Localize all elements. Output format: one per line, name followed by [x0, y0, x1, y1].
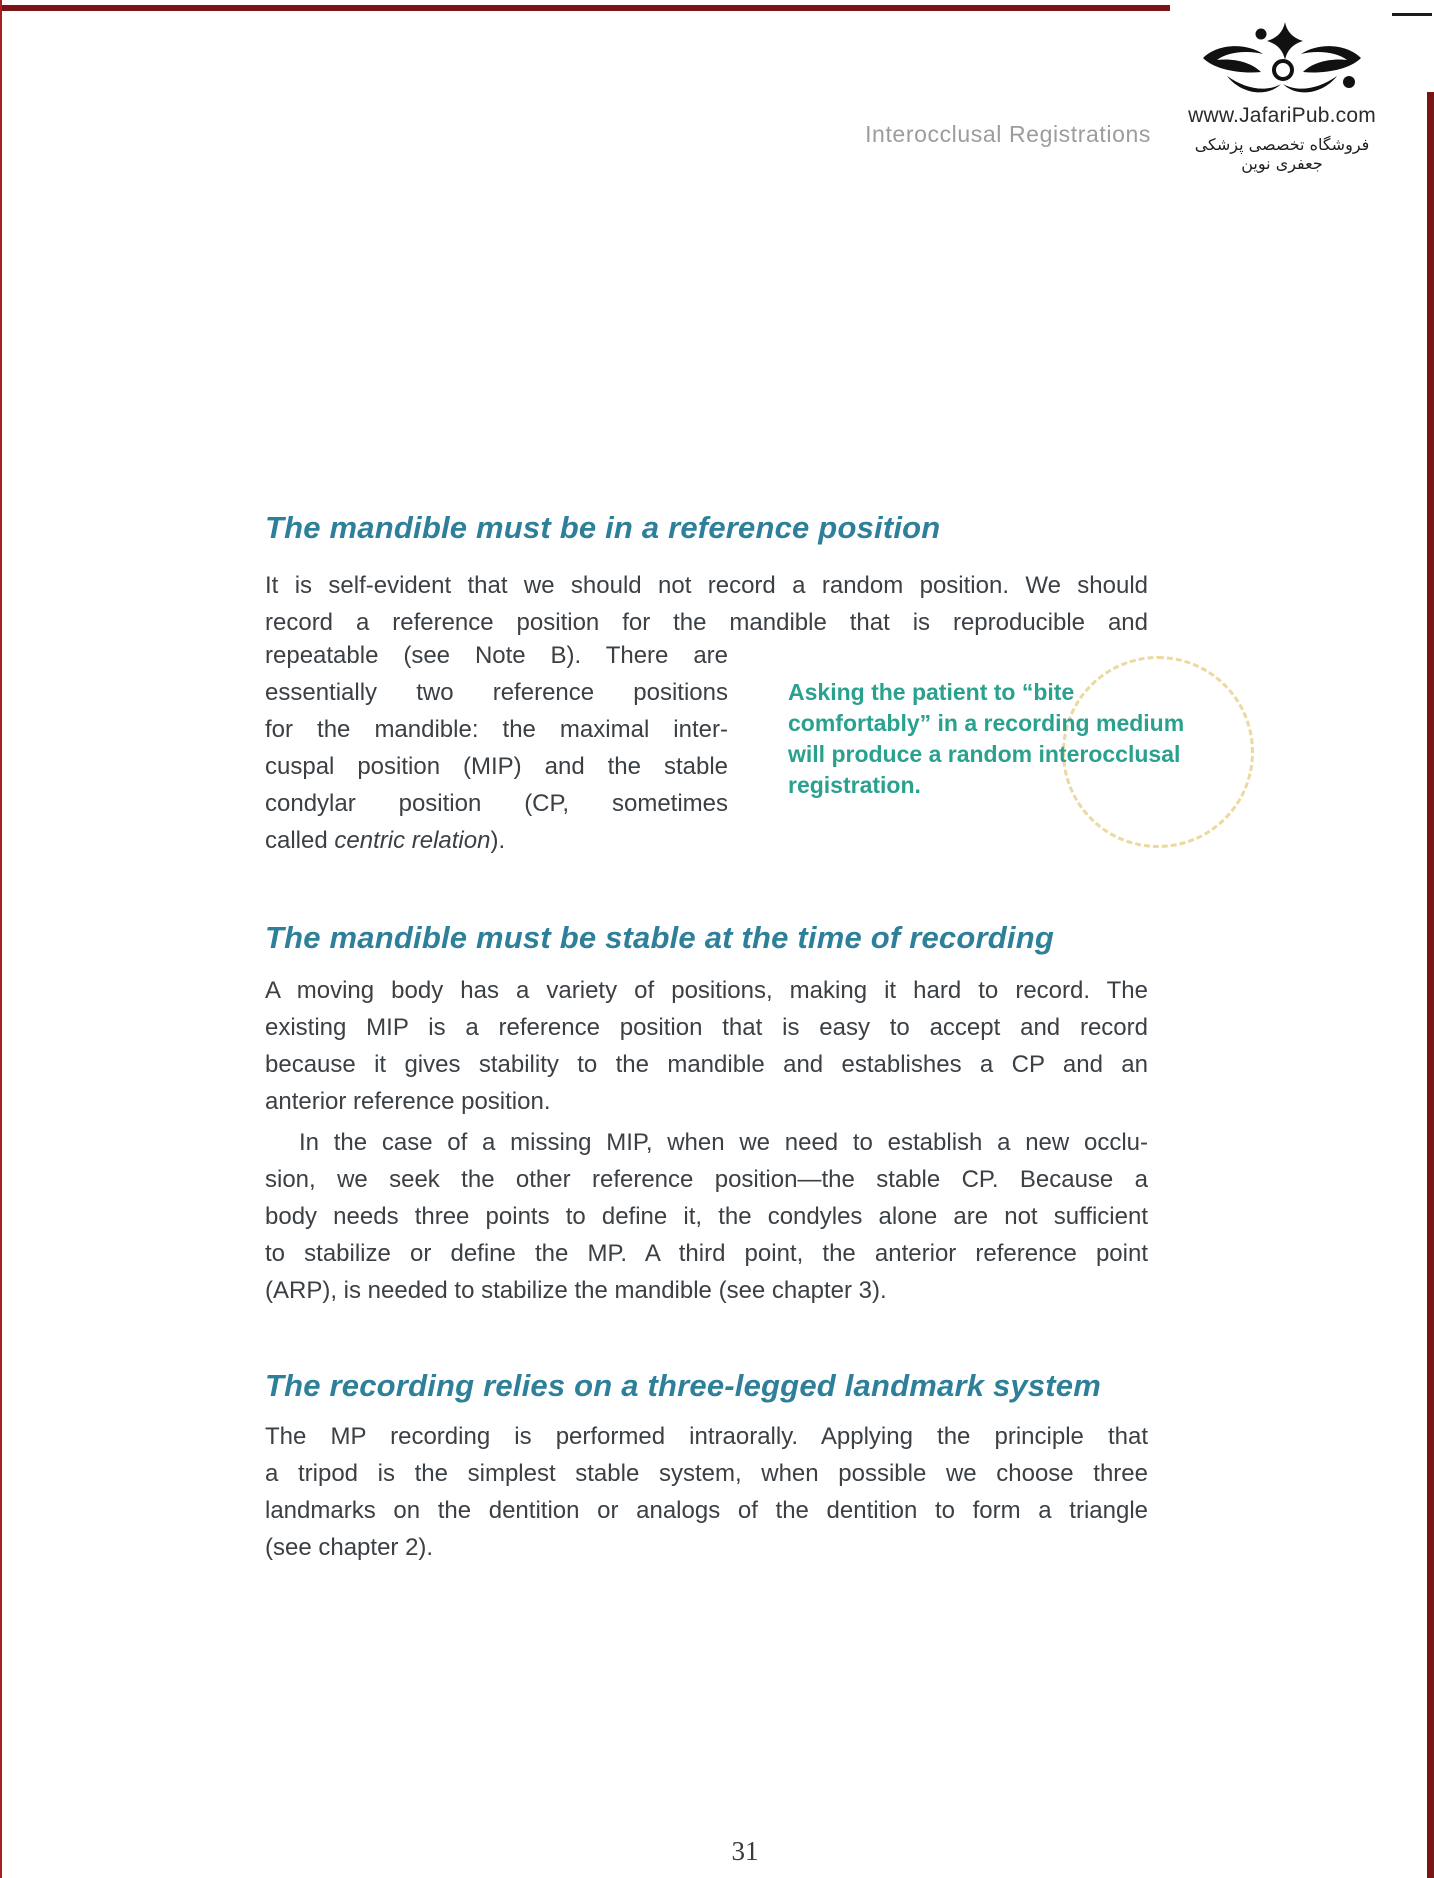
page-border-top	[0, 5, 1170, 11]
publisher-tagline-farsi: فروشگاه تخصصی پزشکی جعفری نوین	[1194, 135, 1370, 173]
paragraph-missing-mip	[265, 1124, 1148, 1309]
section-heading-stable-recording: The mandible must be stable at the time of recording	[265, 920, 1054, 955]
jafari-calligraphy-logo-icon	[1197, 20, 1367, 106]
text-line: existing MIP is a reference position that is easy to accept and record	[265, 1014, 1148, 1041]
text-line: essentially two reference positions	[265, 679, 728, 706]
publisher-website: www.JafariPub.com	[1188, 104, 1376, 127]
text-line: It is self-evident that we should not record a random position. We should	[265, 572, 1148, 599]
text-line: to stabilize or define the MP. A third point, the anterior reference point	[265, 1240, 1148, 1267]
text-line: a tripod is the simplest stable system, when possible we choose three	[265, 1460, 1148, 1487]
callout-line: Asking the patient to “bite	[788, 679, 1075, 705]
publisher-logo	[1172, 20, 1392, 173]
paragraph-reference-position-narrow	[265, 637, 728, 859]
text-line: for the mandible: the maximal inter-	[265, 716, 728, 743]
corner-dash-mark	[1392, 13, 1432, 16]
text-line: The MP recording is performed intraorally. Applying the principle that	[265, 1423, 1148, 1450]
text-line	[265, 822, 728, 859]
callout-line: will produce a random interocclusal	[788, 741, 1181, 767]
text-line: cuspal position (MIP) and the stable	[265, 753, 728, 780]
text-line: repeatable (see Note B). There are	[265, 642, 728, 669]
paragraph-moving-body	[265, 972, 1148, 1120]
text-line: anterior reference position.	[265, 1088, 551, 1115]
callout-line: registration.	[788, 772, 921, 798]
callout-line: comfortably” in a recording medium	[788, 710, 1185, 736]
text-line: (ARP), is needed to stabilize the mandible (see chapter 3).	[265, 1277, 887, 1304]
italic-term: centric relation	[334, 827, 491, 854]
text-segment: called	[265, 827, 335, 854]
text-line: (see chapter 2).	[265, 1534, 434, 1561]
section-heading-reference-position: The mandible must be in a reference position	[265, 510, 941, 545]
text-line: because it gives stability to the mandible and establishes a CP and an	[265, 1051, 1148, 1078]
paragraph-mp-recording	[265, 1418, 1148, 1566]
margin-callout	[788, 677, 1268, 801]
text-line: record a reference position for the mandible that is reproducible and	[265, 609, 1148, 636]
text-line: sion, we seek the other reference position—the stable CP. Because a	[265, 1166, 1148, 1193]
page-number: 31	[731, 1836, 759, 1866]
page-border-left	[0, 0, 2, 1878]
text-line: A moving body has a variety of positions, making it hard to record. The	[265, 977, 1148, 1004]
text-line: In the case of a missing MIP, when we need to establish a new occlu-	[299, 1129, 1148, 1156]
text-segment: ).	[490, 827, 506, 854]
section-heading-three-legged: The recording relies on a three-legged landmark system	[265, 1368, 1102, 1403]
paragraph-reference-position-wide	[265, 567, 1148, 641]
page-border-right	[1427, 92, 1434, 1878]
running-title: Interocclusal Registrations	[865, 121, 1151, 147]
text-line: condylar position (CP, sometimes	[265, 790, 728, 817]
text-line: landmarks on the dentition or analogs of the dentition to form a triangle	[265, 1497, 1148, 1524]
text-line: body needs three points to define it, the condyles alone are not sufficient	[265, 1203, 1148, 1230]
